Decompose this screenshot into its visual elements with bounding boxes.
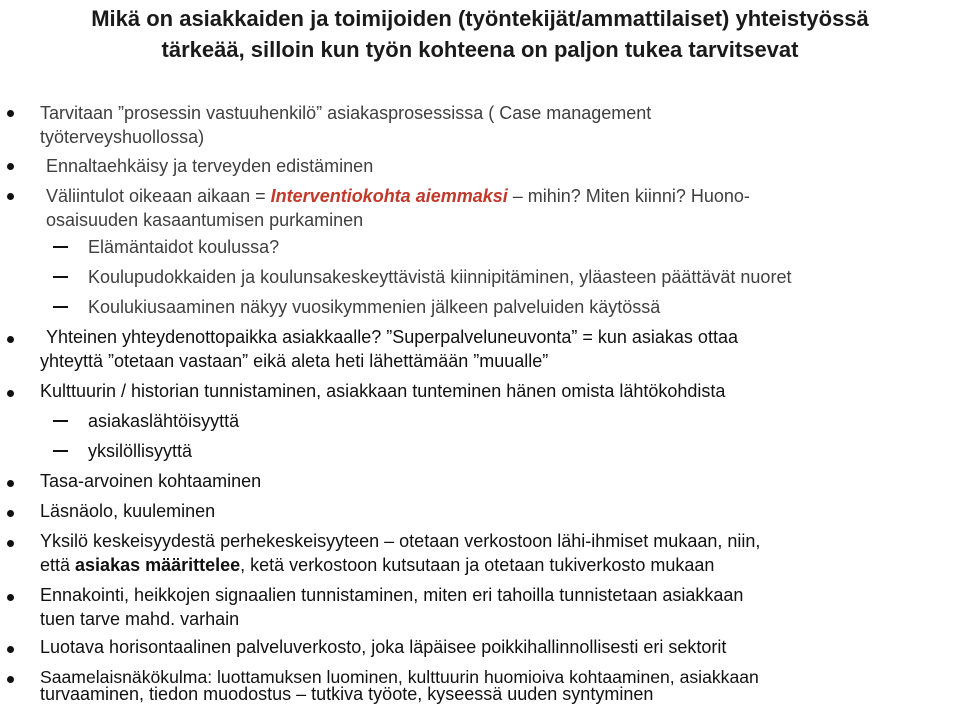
dash-icon (53, 306, 68, 308)
list-item-text: Kulttuurin / historian tunnistaminen, asiakkaan tunteminen hänen omista lähtökohdista (40, 381, 726, 401)
list-item-text: Tarvitaan ”prosessin vastuuhenkilö” asiakasprosessissa ( Case management (40, 103, 652, 123)
list-item-text: Läsnäolo, kuuleminen (40, 501, 216, 521)
sub-item-text: yksilöllisyyttä (88, 441, 193, 461)
list-item-text: Luotava horisontaalinen palveluverkosto, joka läpäisee poikkihallinnollisesti eri sektorit (40, 637, 727, 657)
dash-icon (53, 276, 68, 278)
list-item-text: Tasa-arvoinen kohtaaminen (40, 471, 262, 491)
bullet-icon (7, 594, 14, 601)
list-item-text: työterveyshuollossa) (40, 127, 205, 147)
bullet-icon (7, 676, 14, 683)
sub-item-text: asiakaslähtöisyyttä (88, 411, 240, 431)
dash-icon (53, 420, 68, 422)
list-item-text-part: , ketä verkostoon kutsutaan ja otetaan tukiverkosto mukaan (240, 555, 715, 575)
list-item-text: Yhteinen yhteydenottopaikka asiakkaalle? ”Superpalveluneuvonta” = kun asiakas ottaa (46, 327, 738, 347)
highlight-text: Interventiokohta aiemmaksi (270, 186, 508, 206)
dash-icon (53, 450, 68, 452)
sub-item-text: Koulukiusaaminen näkyy vuosikymmenien jälkeen palveluiden käytössä (88, 297, 661, 317)
bullet-icon (7, 540, 14, 547)
list-item-text: Ennakointi, heikkojen signaalien tunnistaminen, miten eri tahoilla tunnistetaan asiakkaan (40, 585, 744, 605)
list-item-text: tuen tarve mahd. varhain (40, 609, 240, 629)
slide-title-line-1: Mikä on asiakkaiden ja toimijoiden (työntekijät/ammattilaiset) yhteistyössä (91, 6, 869, 31)
bullet-icon (7, 510, 14, 517)
list-item-text: Yksilö keskeisyydestä perhekeskeisyyteen – otetaan verkostoon lähi-ihmiset mukaan, niin, (40, 531, 761, 551)
list-item-text: turvaaminen, tiedon muodostus – tutkiva työote, kyseessä uuden syntyminen (40, 684, 654, 704)
list-item-text-part: – mihin? Miten kiinni? Huono- (507, 186, 750, 206)
list-item-text (40, 553, 714, 577)
list-item-text: Ennaltaehkäisy ja terveyden edistäminen (46, 156, 374, 176)
sub-item-text: Koulupudokkaiden ja koulunsakeskeyttävistä kiinnipitäminen, yläasteen päättävät nuoret (88, 267, 792, 287)
bullet-icon (7, 110, 14, 117)
bullet-icon (7, 336, 14, 343)
list-item-text-part: että (40, 555, 76, 575)
bullet-icon (7, 163, 14, 170)
dash-icon (53, 246, 68, 248)
bullet-icon (7, 193, 14, 200)
list-item-text-part: Väliintulot oikeaan aikaan = (46, 186, 271, 206)
slide-title-line-2: tärkeää, silloin kun työn kohteena on paljon tukea tarvitsevat (161, 37, 799, 62)
list-item-text (46, 184, 750, 208)
bullet-icon (7, 480, 14, 487)
list-item-text: osaisuuden kasaantumisen purkaminen (46, 210, 364, 230)
bold-text: asiakas määrittelee (75, 555, 241, 575)
bullet-icon (7, 646, 14, 653)
bullet-icon (7, 390, 14, 397)
list-item-text: Saamelaisnäkökulma: luottamuksen luominen, kulttuurin huomioiva kohtaaminen, asiakkaan (40, 667, 759, 687)
list-item-text: yhteyttä ”otetaan vastaan” eikä aleta heti lähettämään ”muualle” (40, 351, 549, 371)
sub-item-text: Elämäntaidot koulussa? (88, 237, 280, 257)
